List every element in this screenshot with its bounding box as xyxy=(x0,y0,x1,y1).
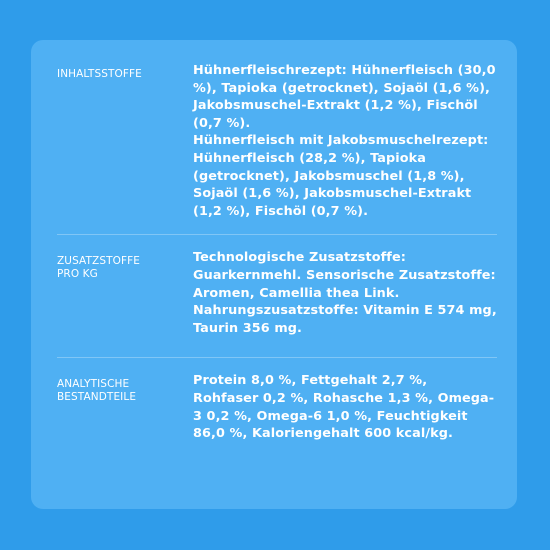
additives-value xyxy=(193,249,497,337)
additives-label-line-1: ZUSATZSTOFFE xyxy=(57,255,140,268)
ingredients-value xyxy=(193,62,497,220)
ingredients-text-chicken: Hühnerfleischrezept: Hühnerfleisch (30,0 %), Tapioka (getrocknet), Sojaöl (1,6 %), Jakobsmuschel-Extrakt (1,2 %), Fischöl (0,7 %). xyxy=(193,63,496,131)
analytical-row xyxy=(57,372,497,442)
analytical-text: Protein 8,0 %, Fettgehalt 2,7 %, Rohfaser 0,2 %, Rohasche 1,3 %, Omega-3 0,2 %, Omega-6 1,0 %, Feuchtigkeit 86,0 %, Kaloriengehalt 600 kcal/kg. xyxy=(193,373,495,442)
additives-label xyxy=(57,249,193,281)
nutrition-info-card xyxy=(31,40,517,509)
section-divider xyxy=(57,357,497,358)
additives-label-line-2: PRO KG xyxy=(57,268,98,281)
additives-text: Technologische Zusatzstoffe: Guarkernmehl. Sensorische Zusatzstoffe: Aromen, Camellia thea Link. Nahrungszusatzstoffe: Vitamin E 574 mg, Taurin 356 mg. xyxy=(193,250,497,336)
analytical-value xyxy=(193,372,497,442)
ingredients-label-line: INHALTSSTOFFE xyxy=(57,68,142,80)
analytical-label-line-1: ANALYTISCHE xyxy=(57,378,130,391)
analytical-label xyxy=(57,372,193,404)
additives-row xyxy=(57,249,497,343)
ingredients-text-chicken-scallop: Hühnerfleisch mit Jakobsmuschelrezept: Hühnerfleisch (28,2 %), Tapioka (getrocknet), Jakobsmuschel (1,8 %), Sojaöl (1,6 %), Jakobsmuschel-Extrakt (1,2 %), Fischöl (0,7 %). xyxy=(193,133,489,219)
section-divider xyxy=(57,234,497,235)
ingredients-row xyxy=(57,62,497,220)
ingredients-label xyxy=(57,62,193,81)
analytical-label-line-2: BESTANDTEILE xyxy=(57,391,137,404)
